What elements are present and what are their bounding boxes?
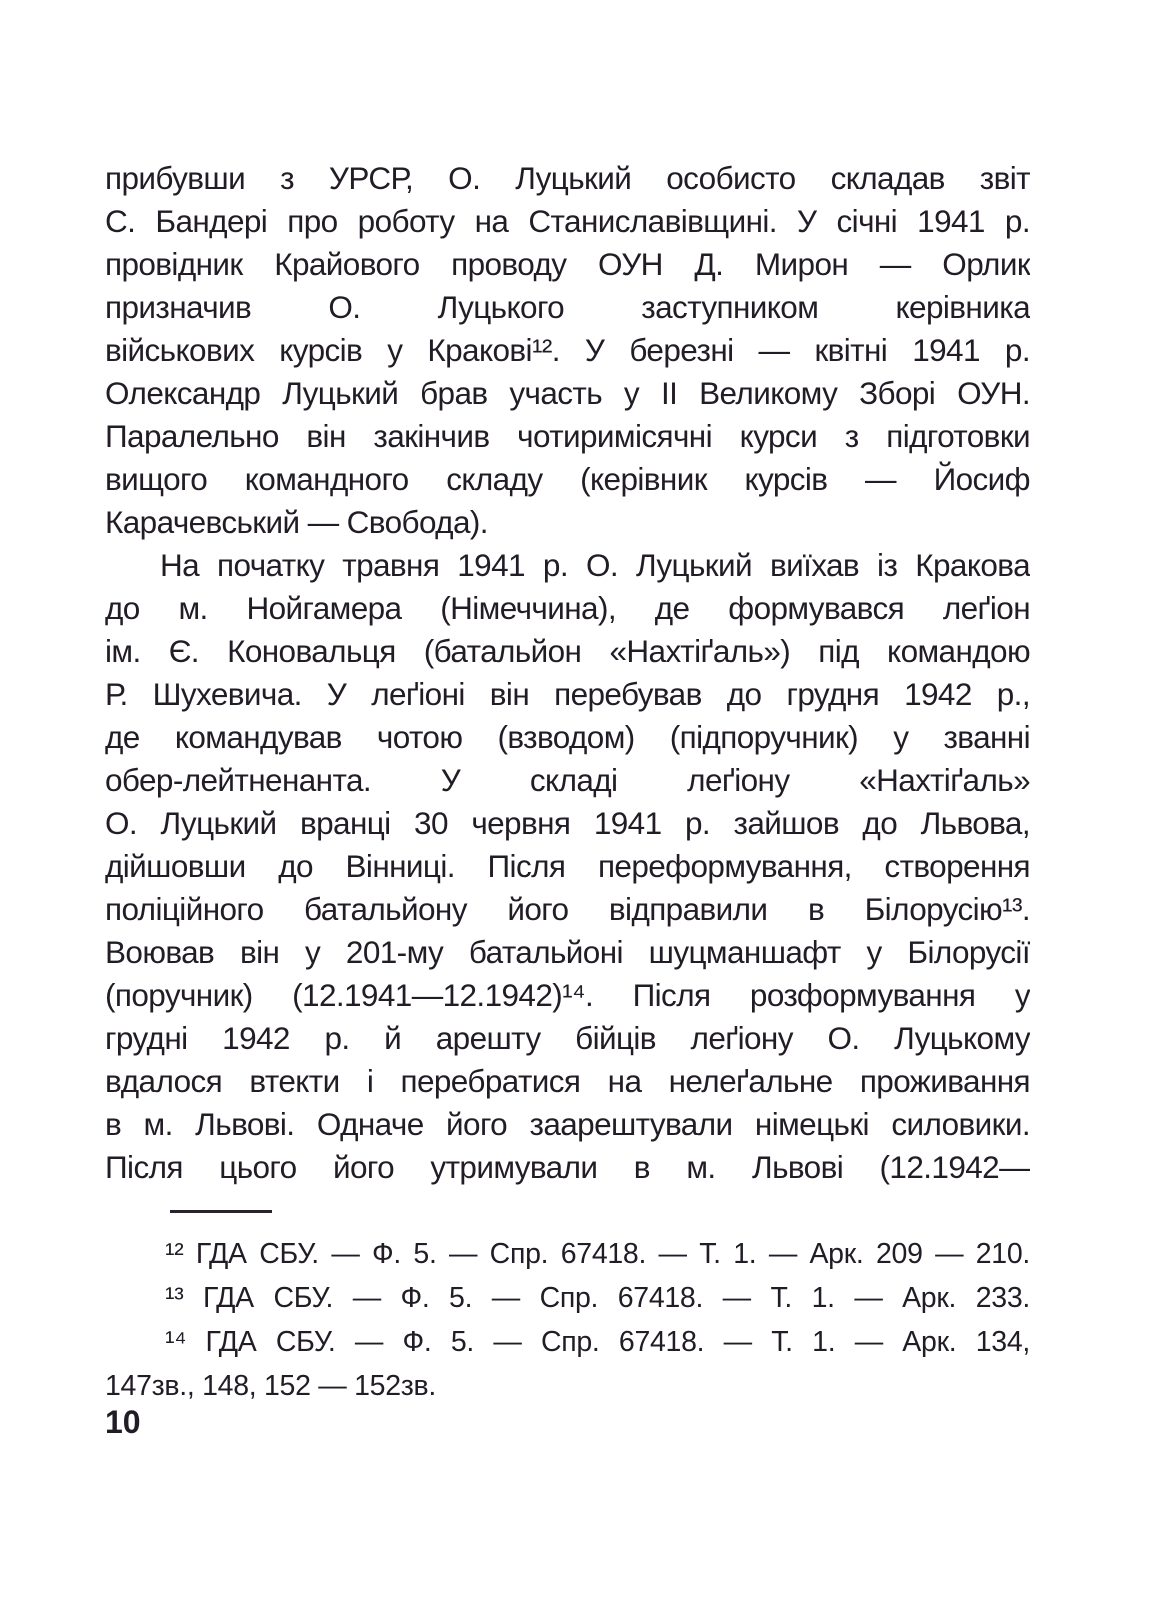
text-line: Паралельно він закінчив чотиримісячні курси з підготовки bbox=[105, 418, 1030, 454]
text-line: до м. Нойгамера (Німеччина), де формувався леґіон bbox=[105, 590, 1030, 626]
text-line: призначив О. Луцького заступником керівника bbox=[105, 289, 1030, 325]
footnotes-block bbox=[105, 1232, 1030, 1408]
text-line: На початку травня 1941 р. О. Луцький виїхав із Кракова bbox=[160, 547, 1030, 583]
footnote-12: ¹² ГДА СБУ. — Ф. 5. — Спр. 67418. — Т. 1. — Арк. 209 — 210. bbox=[165, 1238, 1030, 1270]
text-line: військових курсів у Кракові¹². У березні — квітні 1941 р. bbox=[105, 332, 1030, 368]
text-line: дійшовши до Вінниці. Після переформування, створення bbox=[105, 848, 1030, 884]
paragraph bbox=[105, 157, 1030, 544]
body-text bbox=[105, 157, 1030, 1189]
text-line: Карачевський — Свобода). bbox=[105, 504, 488, 540]
footnote-13: ¹³ ГДА СБУ. — Ф. 5. — Спр. 67418. — Т. 1. — Арк. 233. bbox=[165, 1282, 1030, 1314]
text-line: (поручник) (12.1941—12.1942)¹⁴. Після розформування у bbox=[105, 977, 1030, 1013]
footnote-separator bbox=[170, 1210, 272, 1213]
footnote-14-continued: 147зв., 148, 152 — 152зв. bbox=[105, 1370, 436, 1402]
text-line: Воював він у 201-му батальйоні шуцманшафт у Білорусії bbox=[105, 934, 1030, 970]
footnote-14: ¹⁴ ГДА СБУ. — Ф. 5. — Спр. 67418. — Т. 1. — Арк. 134, bbox=[165, 1326, 1030, 1358]
text-line: де командував чотою (взводом) (підпоручник) у званні bbox=[105, 719, 1030, 755]
text-line: С. Бандері про роботу на Станиславівщині. У січні 1941 р. bbox=[105, 203, 1030, 239]
text-line: грудні 1942 р. й арешту бійців леґіону О. Луцькому bbox=[105, 1020, 1030, 1056]
text-line: обер-лейтненанта. У складі леґіону «Нахтіґаль» bbox=[105, 762, 1030, 798]
text-line: вдалося втекти і перебратися на нелеґальне проживання bbox=[105, 1063, 1030, 1099]
text-line: вищого командного складу (керівник курсів — Йосиф bbox=[105, 461, 1030, 497]
page-number: 10 bbox=[105, 1404, 141, 1440]
text-line: Р. Шухевича. У леґіоні він перебував до грудня 1942 р., bbox=[105, 676, 1030, 712]
text-line: в м. Львові. Одначе його заарештували німецькі силовики. bbox=[105, 1106, 1030, 1142]
text-line: поліційного батальйону його відправили в Білорусію¹³. bbox=[105, 891, 1030, 927]
text-line: Олександр Луцький брав участь у ІІ Великому Зборі ОУН. bbox=[105, 375, 1030, 411]
text-line: Після цього його утримували в м. Львові (12.1942— bbox=[105, 1149, 1030, 1185]
text-line: ім. Є. Коновальця (батальйон «Нахтіґаль») під командою bbox=[105, 633, 1030, 669]
text-line: провідник Крайового проводу ОУН Д. Мирон — Орлик bbox=[105, 246, 1030, 282]
text-line: прибувши з УРСР, О. Луцький особисто складав звіт bbox=[105, 160, 1030, 196]
text-line: О. Луцький вранці 30 червня 1941 р. зайшов до Львова, bbox=[105, 805, 1030, 841]
paragraph bbox=[105, 544, 1030, 1189]
